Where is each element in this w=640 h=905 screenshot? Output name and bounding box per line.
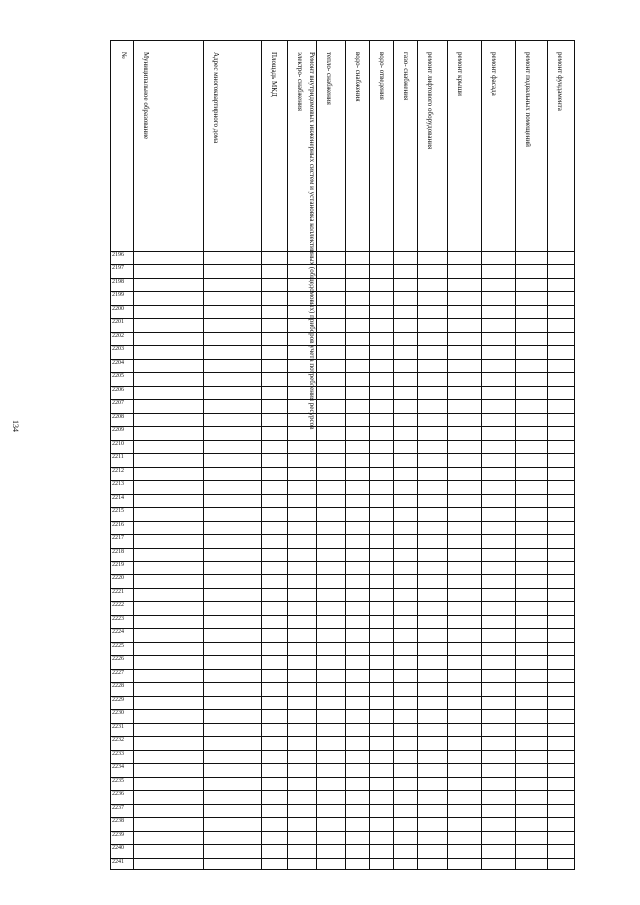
header-basement: ремонт подвальных помещений xyxy=(524,52,532,147)
column-divider xyxy=(287,41,288,869)
row-number: 2217 xyxy=(112,535,124,542)
row-number: 2213 xyxy=(112,481,124,488)
table-grid xyxy=(110,40,575,870)
row-divider xyxy=(111,480,574,481)
row-divider xyxy=(111,345,574,346)
row-divider xyxy=(111,723,574,724)
row-number: 2199 xyxy=(112,292,124,299)
header-roof: ремонт крыши xyxy=(456,52,464,96)
row-divider xyxy=(111,669,574,670)
row-number: 2212 xyxy=(112,467,124,474)
page-number: 134 xyxy=(11,420,20,432)
row-divider xyxy=(111,709,574,710)
header-no: № xyxy=(120,52,128,59)
row-number: 2206 xyxy=(112,386,124,393)
header-area: Площадь МКД xyxy=(270,52,278,97)
row-divider xyxy=(111,426,574,427)
row-number: 2198 xyxy=(112,278,124,285)
row-divider xyxy=(111,494,574,495)
row-divider xyxy=(111,601,574,602)
row-divider xyxy=(111,453,574,454)
row-number: 2232 xyxy=(112,737,124,744)
row-divider xyxy=(111,332,574,333)
header-facade: ремонт фасада xyxy=(490,52,498,96)
column-divider xyxy=(261,41,262,869)
row-number: 2196 xyxy=(112,252,124,258)
row-number: 2218 xyxy=(112,548,124,555)
row-divider xyxy=(111,817,574,818)
row-number: 2209 xyxy=(112,427,124,434)
row-number: 2220 xyxy=(112,575,124,582)
column-divider xyxy=(481,41,482,869)
row-number: 2239 xyxy=(112,831,124,838)
row-number: 2208 xyxy=(112,413,124,420)
column-divider xyxy=(133,41,134,869)
row-divider xyxy=(111,736,574,737)
row-divider xyxy=(111,251,574,252)
header-municipality: Муниципальное образование xyxy=(142,52,150,140)
row-divider xyxy=(111,291,574,292)
row-divider xyxy=(111,521,574,522)
row-number: 2215 xyxy=(112,508,124,515)
header-electric: электро- снабжения xyxy=(296,52,304,111)
header-address: Адрес многоквартирного дома xyxy=(212,52,220,144)
row-divider xyxy=(111,858,574,859)
row-divider xyxy=(111,763,574,764)
row-divider xyxy=(111,507,574,508)
row-divider xyxy=(111,548,574,549)
row-number: 2240 xyxy=(112,845,124,852)
row-divider xyxy=(111,561,574,562)
row-number: 2207 xyxy=(112,400,124,407)
header-lift: ремонт лифтового оборудования xyxy=(426,52,434,150)
header-systems-group: Ремонт внутридомовых инженерных систем и установка коллективных (общедомовых) приборов учета потребления ресурсов xyxy=(308,52,316,430)
column-divider xyxy=(393,41,394,869)
row-divider xyxy=(111,844,574,845)
row-number: 2197 xyxy=(112,265,124,272)
row-divider xyxy=(111,615,574,616)
header-water: водо- снабжения xyxy=(354,52,362,102)
row-number: 2241 xyxy=(112,858,124,865)
row-divider xyxy=(111,588,574,589)
header-sewer: водо- отведения xyxy=(378,52,386,100)
row-divider xyxy=(111,534,574,535)
row-number: 2224 xyxy=(112,629,124,636)
column-divider xyxy=(547,41,548,869)
row-divider xyxy=(111,750,574,751)
row-number: 2228 xyxy=(112,683,124,690)
row-divider xyxy=(111,655,574,656)
row-divider xyxy=(111,682,574,683)
row-divider xyxy=(111,628,574,629)
row-divider xyxy=(111,305,574,306)
row-number: 2238 xyxy=(112,818,124,825)
column-divider xyxy=(515,41,516,869)
row-divider xyxy=(111,278,574,279)
row-number: 2211 xyxy=(112,454,124,461)
row-number: 2223 xyxy=(112,615,124,622)
row-divider xyxy=(111,264,574,265)
row-number: 2219 xyxy=(112,562,124,568)
row-number: 2214 xyxy=(112,494,124,501)
row-number: 2235 xyxy=(112,777,124,784)
row-divider xyxy=(111,386,574,387)
header-foundation: ремонт фундамента xyxy=(556,52,564,111)
header-heat: тепло- снабжения xyxy=(325,52,333,105)
column-divider xyxy=(203,41,204,869)
header-gas: газо- снабжения xyxy=(402,52,410,101)
row-number: 2222 xyxy=(112,602,124,609)
column-divider xyxy=(417,41,418,869)
row-number: 2210 xyxy=(112,440,124,447)
row-divider xyxy=(111,696,574,697)
row-number: 2233 xyxy=(112,750,124,757)
row-divider xyxy=(111,642,574,643)
row-number: 2230 xyxy=(112,710,124,717)
column-divider xyxy=(345,41,346,869)
row-number: 2231 xyxy=(112,723,124,730)
row-divider xyxy=(111,359,574,360)
row-number: 2226 xyxy=(112,656,124,663)
row-divider xyxy=(111,804,574,805)
column-divider xyxy=(316,41,317,869)
row-divider xyxy=(111,399,574,400)
row-divider xyxy=(111,831,574,832)
row-number: 2203 xyxy=(112,346,124,353)
row-divider xyxy=(111,574,574,575)
row-divider xyxy=(111,440,574,441)
row-divider xyxy=(111,777,574,778)
row-number: 2216 xyxy=(112,521,124,528)
row-number: 2229 xyxy=(112,696,124,703)
row-number: 2202 xyxy=(112,332,124,339)
row-number: 2204 xyxy=(112,359,124,366)
row-number: 2200 xyxy=(112,305,124,312)
row-number: 2225 xyxy=(112,642,124,649)
row-divider xyxy=(111,467,574,468)
column-divider xyxy=(369,41,370,869)
column-divider xyxy=(447,41,448,869)
row-number: 2237 xyxy=(112,804,124,811)
row-number: 2201 xyxy=(112,319,124,326)
row-divider xyxy=(111,790,574,791)
row-number: 2227 xyxy=(112,669,124,676)
row-number: 2221 xyxy=(112,588,124,595)
row-divider xyxy=(111,413,574,414)
row-number: 2236 xyxy=(112,791,124,798)
row-number: 2205 xyxy=(112,373,124,380)
row-divider xyxy=(111,318,574,319)
row-divider xyxy=(111,372,574,373)
row-number: 2234 xyxy=(112,764,124,771)
